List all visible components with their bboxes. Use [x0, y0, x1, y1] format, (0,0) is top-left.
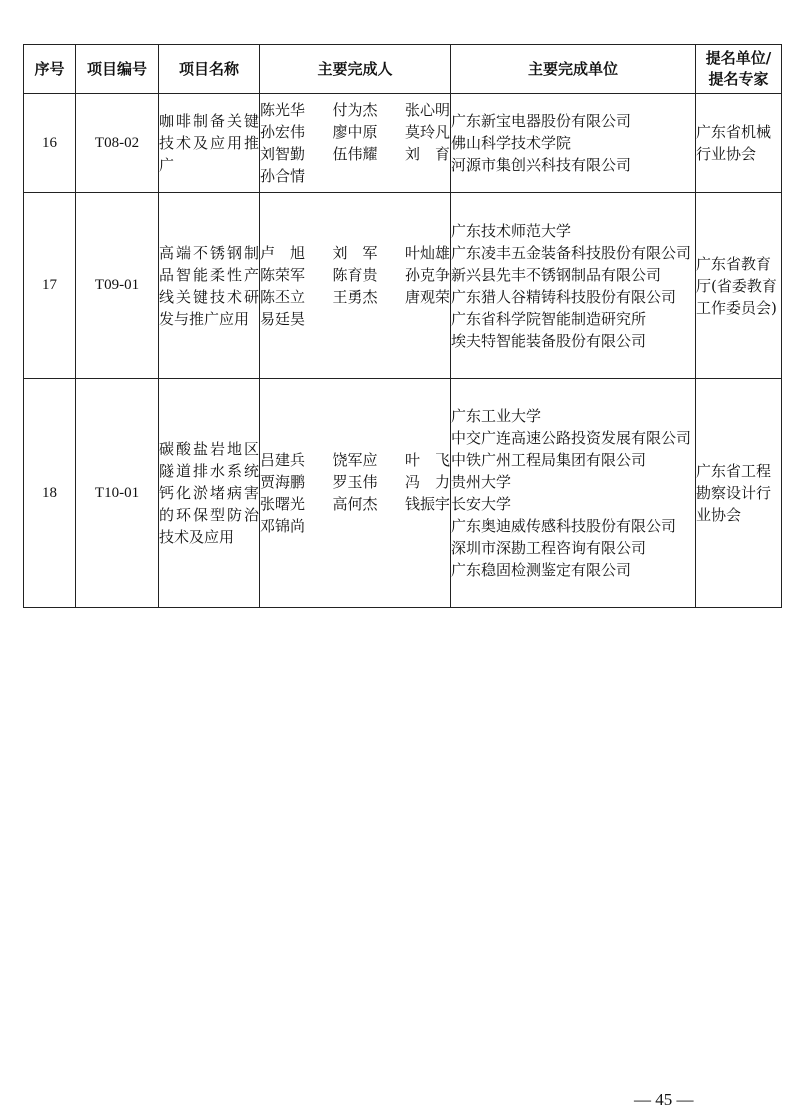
people-line	[260, 515, 450, 537]
unit-name: 中交广连高速公路投资发展有限公司	[451, 429, 692, 447]
unit-name: 埃夫特智能装备股份有限公司	[451, 331, 647, 350]
cell-seq: 16	[24, 94, 76, 193]
people-line	[260, 242, 450, 264]
person-name: 易廷昊	[260, 309, 306, 328]
cell-code: T10-01	[76, 379, 159, 608]
table-row	[24, 94, 782, 193]
header-code: 项目编号	[76, 45, 159, 94]
nominator-text: 广东省教育厅(省委教育工作委员会)	[696, 254, 777, 317]
cell-units	[451, 193, 696, 379]
person-name: 刘 育	[404, 145, 450, 163]
person-name: 孙宏伟	[260, 123, 306, 141]
page-number: — 45 —	[634, 1090, 694, 1109]
person-name: 刘 军	[332, 243, 378, 262]
person-name: 陈光华	[260, 101, 306, 119]
person-name: 刘智勤	[260, 145, 306, 163]
person-name: 高何杰	[332, 495, 378, 513]
person-name: 钱振宇	[404, 495, 450, 513]
cell-seq: 17	[24, 193, 76, 379]
project-name-text: 高端不锈钢制品智能柔性产线关键技术研发与推广应用	[159, 243, 259, 328]
cell-people	[260, 193, 451, 379]
unit-name: 深圳市深勘工程咨询有限公司	[451, 539, 647, 557]
cell-people	[260, 379, 451, 608]
person-name: 唐观荣	[404, 287, 450, 306]
people-line	[260, 121, 450, 143]
unit-name: 广东奥迪威传感科技股份有限公司	[451, 517, 677, 535]
header-nominator-line1: 提名单位/	[705, 49, 772, 67]
award-table	[23, 44, 782, 608]
cell-project-name	[159, 379, 260, 608]
project-name-text: 咖啡制备关键技术及应用推广	[159, 112, 259, 174]
people-line	[260, 264, 450, 286]
unit-name: 广东技术师范大学	[451, 221, 572, 240]
cell-units	[451, 94, 696, 193]
person-name: 冯 力	[404, 473, 450, 491]
person-name: 陈荣军	[260, 265, 306, 284]
person-name: 贾海鹏	[260, 473, 306, 491]
person-name: 陈育贵	[332, 265, 378, 284]
unit-name: 长安大学	[451, 495, 512, 513]
cell-units	[451, 379, 696, 608]
cell-code: T08-02	[76, 94, 159, 193]
unit-name: 新兴县先丰不锈钢制品有限公司	[451, 265, 662, 284]
person-name: 张心明	[404, 101, 450, 119]
person-name: 孙合情	[260, 167, 306, 185]
cell-nominator	[696, 193, 782, 379]
header-nominator-line2: 提名专家	[708, 70, 769, 88]
person-name: 邓锦尚	[260, 517, 306, 535]
nominator-text: 广东省机械行业协会	[696, 123, 772, 163]
person-name: 王勇杰	[332, 287, 378, 306]
unit-name: 广东凌丰五金装备科技股份有限公司	[451, 243, 692, 262]
person-name: 伍伟耀	[332, 145, 378, 163]
unit-name: 中铁广州工程局集团有限公司	[451, 451, 647, 469]
people-line	[260, 286, 450, 308]
header-people: 主要完成人	[260, 45, 451, 94]
cell-nominator	[696, 379, 782, 608]
person-name: 廖中原	[332, 123, 378, 141]
unit-name: 贵州大学	[451, 473, 512, 491]
person-name: 张曙光	[260, 495, 306, 513]
person-name: 叶灿雄	[404, 243, 450, 262]
people-line	[260, 308, 450, 330]
people-line	[260, 449, 450, 471]
person-name: 莫玲凡	[404, 123, 450, 141]
cell-code: T09-01	[76, 193, 159, 379]
person-name: 叶 飞	[404, 451, 450, 469]
people-line	[260, 471, 450, 493]
unit-name: 广东工业大学	[451, 407, 542, 425]
person-name: 饶军应	[332, 451, 378, 469]
people-line	[260, 143, 450, 165]
header-row	[24, 45, 782, 94]
header-seq: 序号	[24, 45, 76, 94]
unit-name: 广东省科学院智能制造研究所	[451, 309, 647, 328]
people-line	[260, 493, 450, 515]
person-name: 孙克争	[404, 265, 450, 284]
person-name: 吕建兵	[260, 451, 306, 469]
person-name: 罗玉伟	[332, 473, 378, 491]
person-name: 付为杰	[332, 101, 378, 119]
unit-name: 佛山科学技术学院	[451, 134, 572, 152]
cell-project-name	[159, 94, 260, 193]
nominator-text: 广东省工程勘察设计行业协会	[696, 462, 772, 524]
table-row	[24, 193, 782, 379]
unit-name: 广东稳固检测鉴定有限公司	[451, 561, 632, 579]
table-row	[24, 379, 782, 608]
unit-name: 广东猎人谷精铸科技股份有限公司	[451, 287, 677, 306]
unit-name: 广东新宝电器股份有限公司	[451, 112, 632, 130]
header-units: 主要完成单位	[451, 45, 696, 94]
header-nominator	[696, 45, 782, 94]
unit-name: 河源市集创兴科技有限公司	[451, 156, 632, 174]
cell-nominator	[696, 94, 782, 193]
people-line	[260, 99, 450, 121]
cell-project-name	[159, 193, 260, 379]
cell-people	[260, 94, 451, 193]
person-name: 陈丕立	[260, 287, 306, 306]
people-line	[260, 165, 450, 187]
project-name-text: 碳酸盐岩地区隧道排水系统钙化淤堵病害的环保型防治技术及应用	[159, 440, 259, 546]
person-name: 卢 旭	[260, 243, 306, 262]
header-name: 项目名称	[159, 45, 260, 94]
cell-seq: 18	[24, 379, 76, 608]
